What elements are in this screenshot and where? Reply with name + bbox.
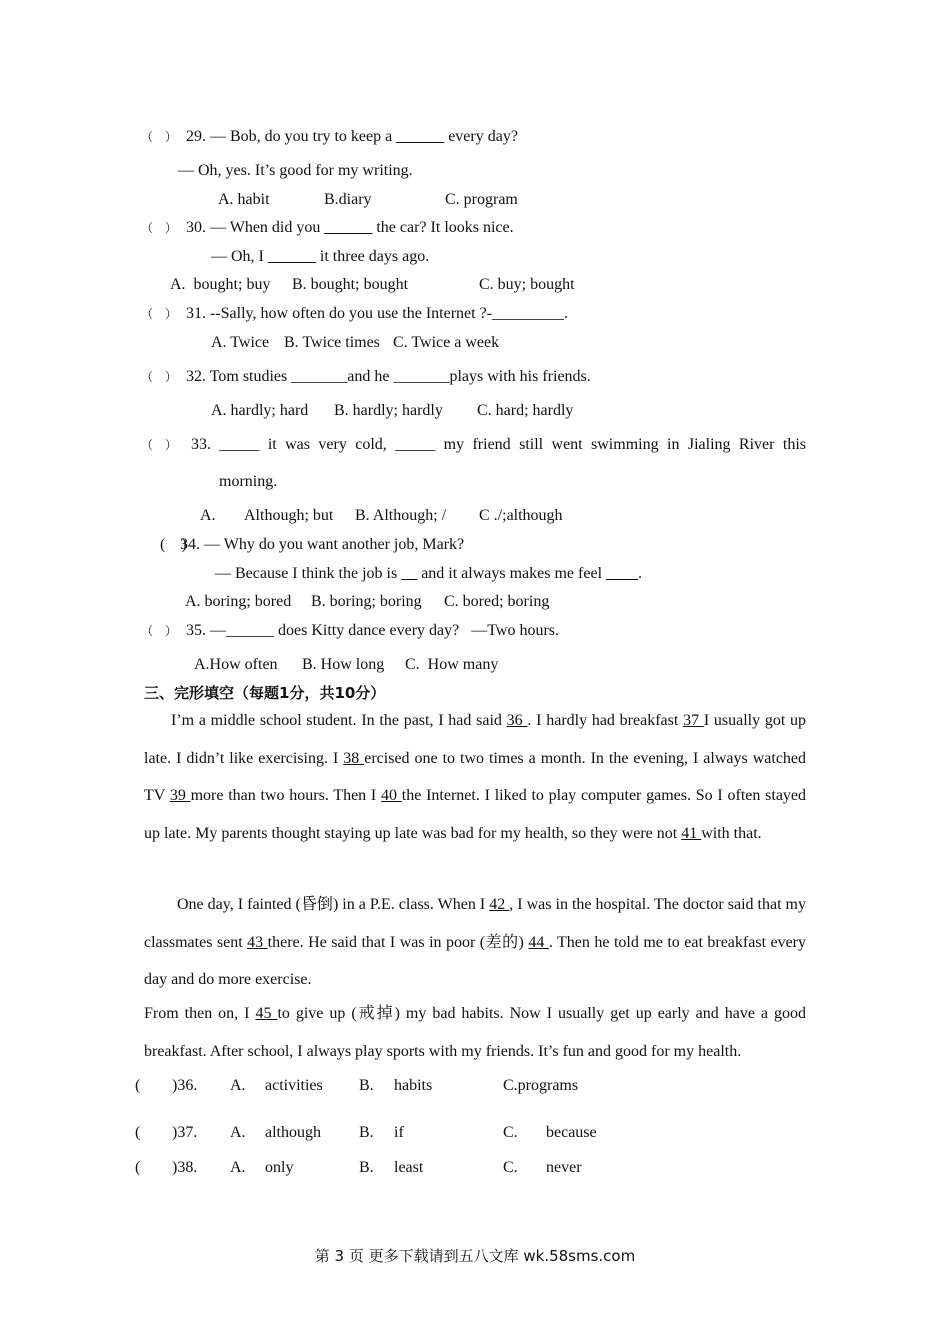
blank: ______ <box>267 248 316 265</box>
blank-37: 37 <box>683 712 704 729</box>
option-a: Although; but <box>244 507 334 524</box>
option-c: C. bored; boring <box>444 593 550 610</box>
blank: ______ <box>396 128 445 145</box>
option-b: B. Twice times <box>284 334 380 351</box>
choice-b-text: least <box>394 1159 424 1176</box>
section-heading: 三、完形填空（每题1分，共10分） <box>144 684 386 702</box>
question-34-stem: 34. — Why do you want another job, Mark? <box>180 536 465 553</box>
choice-paren[interactable]: ( <box>135 1159 141 1176</box>
option-c: C. hard; hardly <box>477 402 574 419</box>
para-text: there. He said that I was in poor (差的) <box>267 933 529 951</box>
choice-c-letter: C. <box>503 1124 518 1141</box>
option-b: B. boring; boring <box>311 593 422 610</box>
choice-c-letter: C. <box>503 1159 518 1176</box>
stem-text: every day? <box>444 128 518 145</box>
para-text: to give up (戒掉) my bad habits. Now I usually get up early and have a good breakfast. After school, I always play sports with my friends. It’s fun and good for my health. <box>144 1005 806 1060</box>
choice-a-letter: A. <box>230 1159 246 1176</box>
blank-41: 41 <box>681 824 702 842</box>
choice-a-text: activities <box>265 1077 323 1094</box>
para-text: I usually got up late. I didn’t like exercising. I <box>144 712 807 767</box>
choice-a-letter: A. <box>230 1077 246 1094</box>
blank: ______ <box>324 219 373 236</box>
option-b: B.diary <box>324 191 372 208</box>
option-b: B. Although; / <box>355 507 447 524</box>
option-a: A. bought; buy <box>170 276 271 293</box>
para-text: with that. <box>701 824 762 842</box>
para-text: more than two hours. Then I <box>190 787 382 804</box>
stem-text: — Oh, I <box>211 248 268 265</box>
stem-text: — Because I think the job is <box>215 565 402 582</box>
page-footer: 第 3 页 更多下载请到五八文库 wk.58sms.com <box>314 1247 636 1265</box>
choice-c-text: C.programs <box>503 1077 579 1094</box>
question-31-stem: 31. --Sally, how often do you use the Internet ?-_________. <box>186 305 568 322</box>
choice-a-text: although <box>265 1124 321 1141</box>
choice-number: )36. <box>172 1077 198 1094</box>
stem-text: 29. — Bob, do you try to keep a <box>186 128 397 145</box>
para-text: From then on, I <box>144 1005 256 1022</box>
option-b: B. hardly; hardly <box>334 402 443 419</box>
para-text: One day, I fainted (昏倒) in a P.E. class. When I <box>177 896 490 913</box>
choice-paren[interactable]: ( <box>135 1077 141 1094</box>
para-text: I’m a middle school student. In the past, I had said <box>171 712 507 729</box>
blank: ____ <box>606 565 639 582</box>
answer-bracket[interactable]: ( ) <box>160 536 187 553</box>
blank-45: 45 <box>255 1005 278 1022</box>
blank-40: 40 <box>381 787 402 804</box>
answer-bracket[interactable]: （ ） <box>141 438 178 452</box>
blank-43: 43 <box>247 933 268 951</box>
stem-text: 30. — When did you <box>186 219 325 236</box>
blank-39: 39 <box>169 787 191 804</box>
question-33-stem-cont: morning. <box>219 473 278 490</box>
stem-text: . <box>638 565 643 582</box>
question-29-reply: — Oh, yes. It’s good for my writing. <box>178 162 413 179</box>
blank: __ <box>401 565 418 582</box>
option-c: C. program <box>445 191 518 208</box>
para-text: , I was in the hospital. The doctor said that my classmates sent <box>144 896 807 951</box>
question-34-reply <box>215 564 642 584</box>
question-30-stem <box>186 218 514 238</box>
option-c: C. Twice a week <box>393 334 500 351</box>
answer-bracket[interactable]: （ ） <box>141 221 178 235</box>
choice-c-text: never <box>546 1159 582 1176</box>
option-a-letter: A. <box>200 507 216 524</box>
option-c: C. buy; bought <box>479 276 575 293</box>
cloze-paragraph-3 <box>144 995 806 1070</box>
question-32-stem: 32. Tom studies _______and he _______plays with his friends. <box>186 368 591 385</box>
option-b: B. How long <box>302 656 385 673</box>
option-a: A. Twice <box>211 334 270 351</box>
choice-c-text: because <box>546 1124 597 1141</box>
answer-bracket[interactable]: （ ） <box>141 370 178 384</box>
option-a: A. boring; bored <box>185 593 292 610</box>
blank-36: 36 <box>506 712 528 729</box>
option-a: A. habit <box>218 191 270 208</box>
option-c: C ./;although <box>479 507 563 524</box>
option-c: C. How many <box>405 656 499 673</box>
choice-b-text: if <box>394 1124 404 1141</box>
choice-a-text: only <box>265 1159 294 1176</box>
para-text: . Then he told me to eat breakfast every day and do more exercise. <box>144 933 807 988</box>
choice-b-letter: B. <box>359 1124 374 1141</box>
choice-number: )38. <box>172 1159 198 1176</box>
stem-text: the car? It looks nice. <box>372 219 514 236</box>
option-b: B. bought; bought <box>292 276 409 293</box>
para-text: ercised one to two times a month. In the evening, I always watched TV <box>144 749 807 804</box>
blank-42: 42 <box>489 896 510 913</box>
cloze-paragraph-2 <box>144 886 806 999</box>
para-text: . I hardly had breakfast <box>527 712 684 729</box>
para-text: the Internet. I liked to play computer games. So I often stayed up late. My parents thought staying up late was bad for my health, so they were not <box>144 787 807 842</box>
choice-number: )37. <box>172 1124 198 1141</box>
option-a: A. hardly; hard <box>211 402 309 419</box>
option-a: A.How often <box>194 656 278 673</box>
choice-b-text: habits <box>394 1077 433 1094</box>
answer-bracket[interactable]: （ ） <box>141 307 178 321</box>
choice-b-letter: B. <box>359 1159 374 1176</box>
choice-b-letter: B. <box>359 1077 374 1094</box>
choice-paren[interactable]: ( <box>135 1124 141 1141</box>
answer-bracket[interactable]: （ ） <box>141 624 178 638</box>
question-29-stem <box>186 127 518 147</box>
blank-38: 38 <box>343 749 365 767</box>
stem-text: it three days ago. <box>315 248 430 265</box>
blank-44: 44 <box>528 933 549 951</box>
question-30-reply <box>211 247 429 267</box>
choice-a-letter: A. <box>230 1124 246 1141</box>
question-33-stem: 33. _____ it was very cold, _____ my friend still went swimming in Jialing River this <box>191 436 806 453</box>
answer-bracket[interactable]: （ ） <box>141 130 178 144</box>
question-35-stem: 35. —______ does Kitty dance every day? —Two hours. <box>186 622 560 639</box>
stem-text: and it always makes me feel <box>417 565 607 582</box>
cloze-paragraph-1 <box>144 702 806 852</box>
